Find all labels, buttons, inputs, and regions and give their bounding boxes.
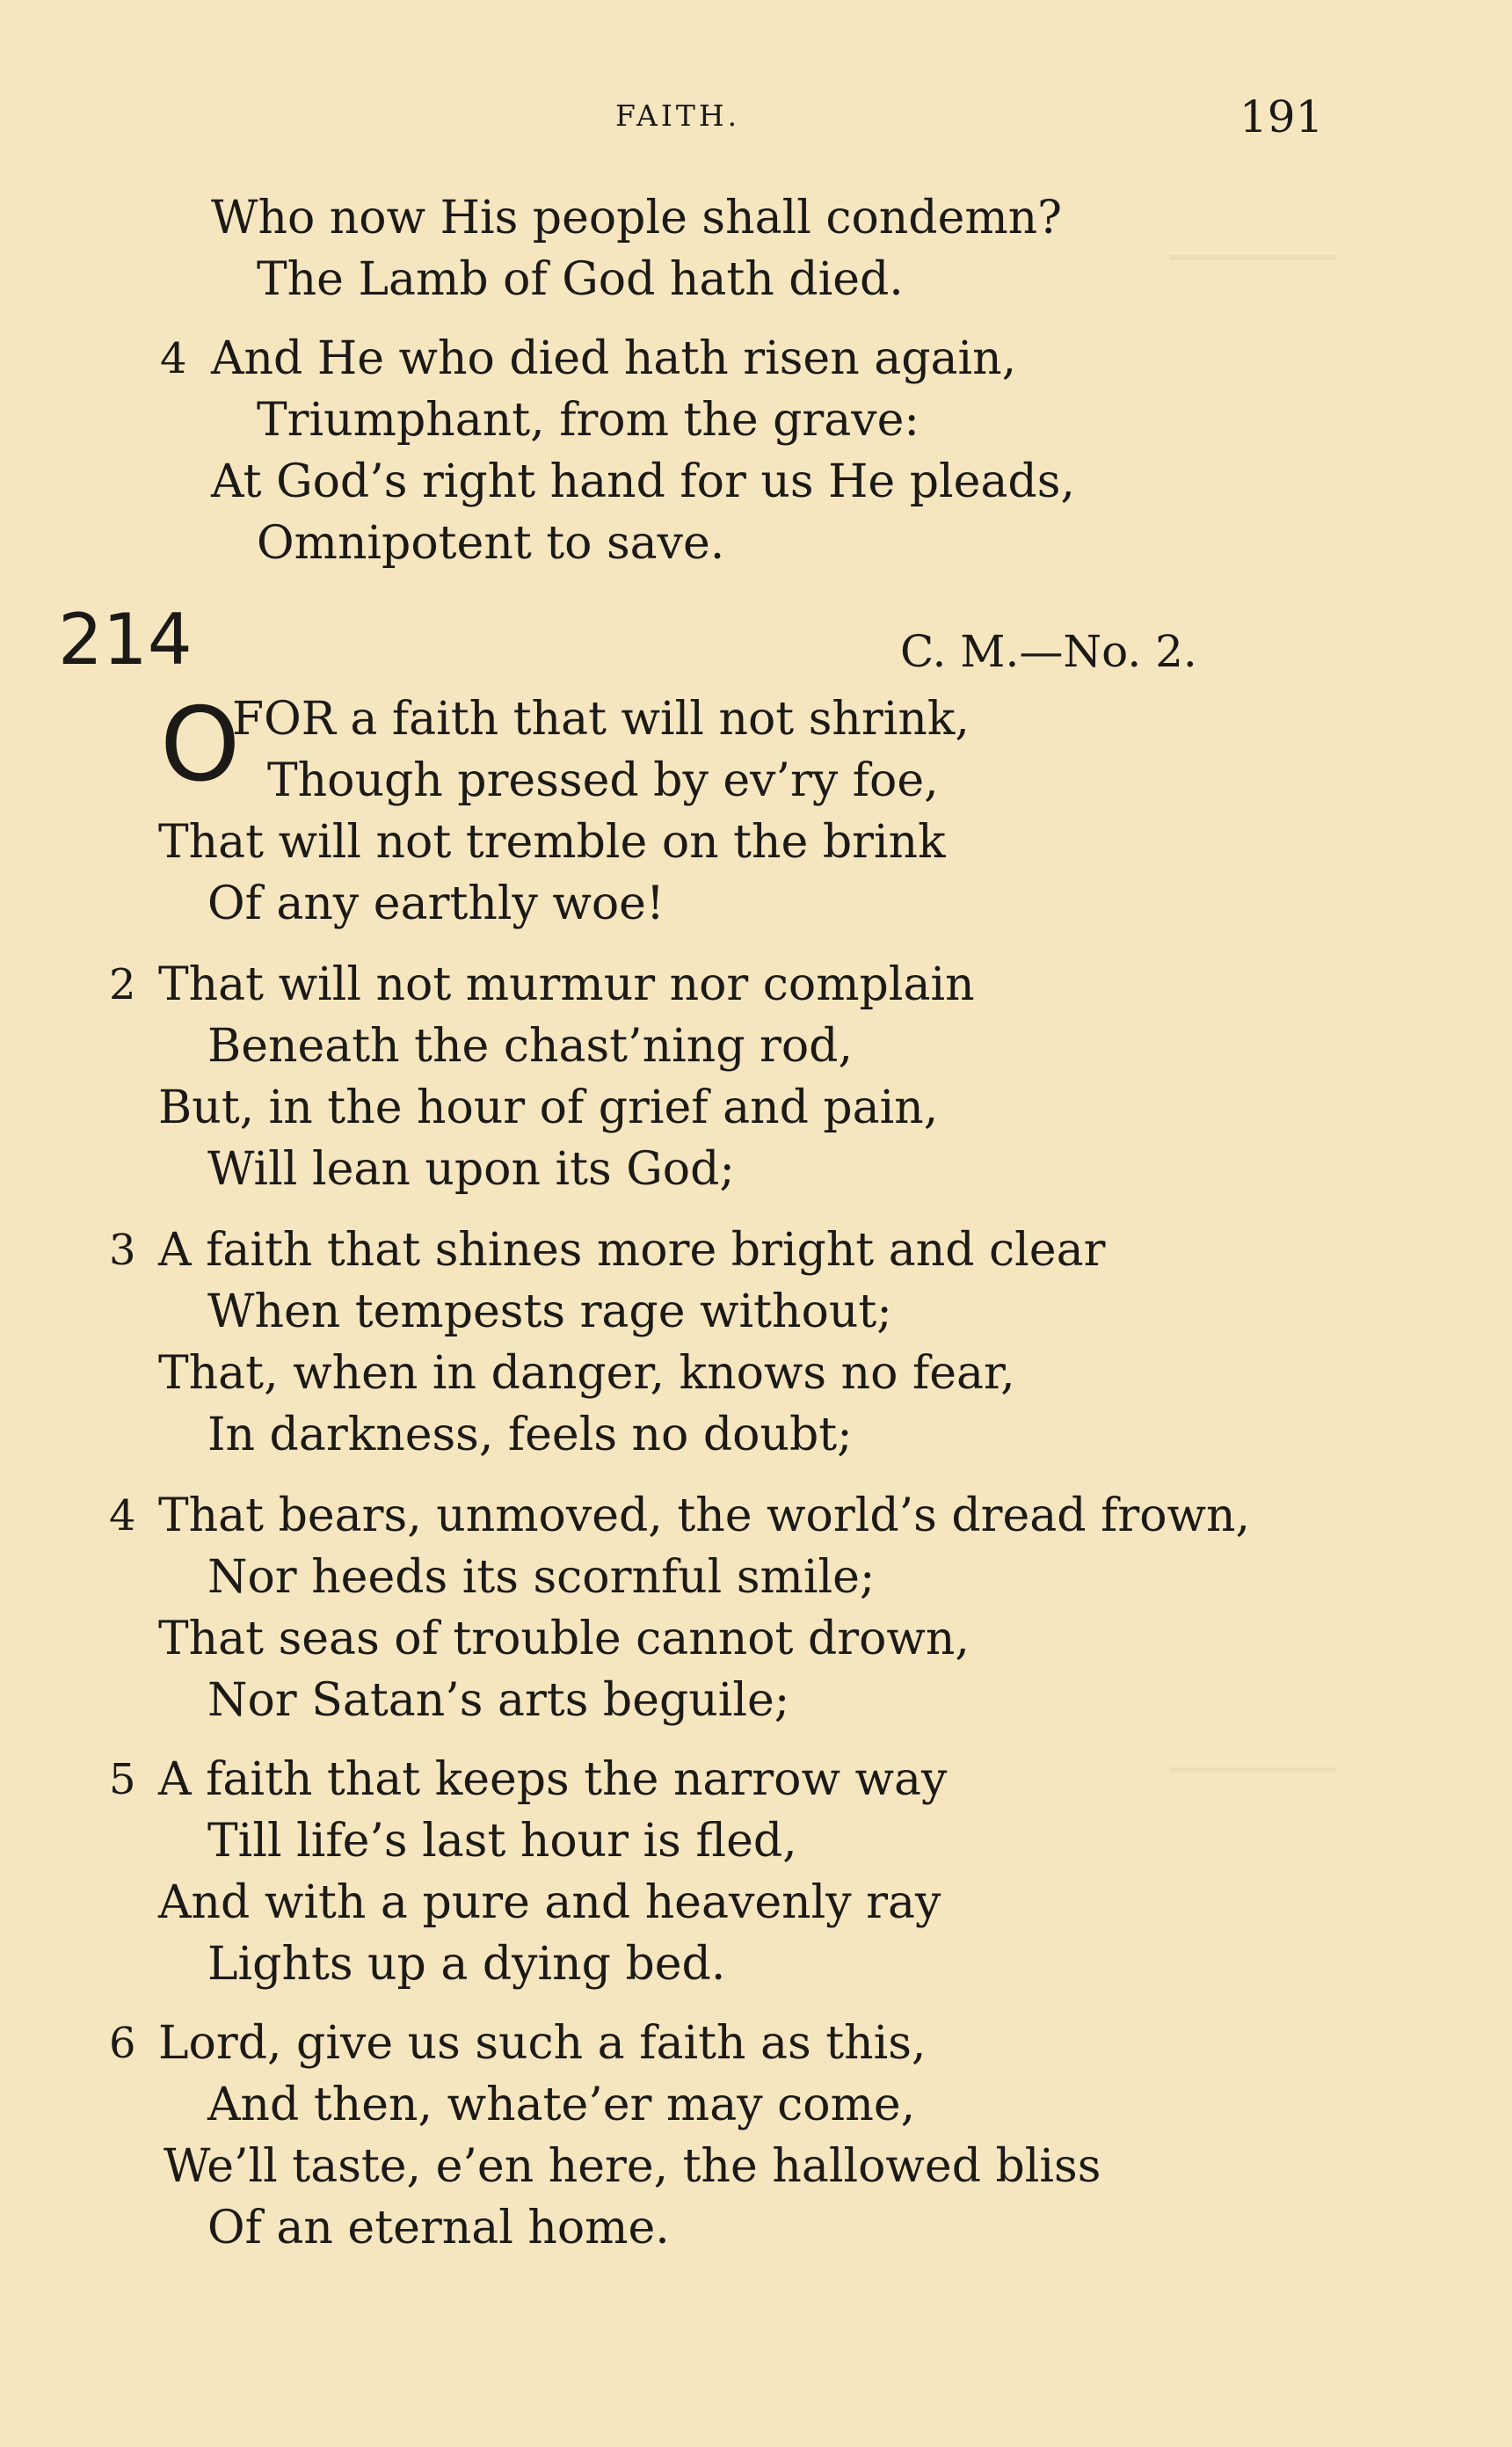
verse-line: That will not murmur nor complain <box>158 958 975 1011</box>
verse-number: 3 <box>109 1226 136 1275</box>
verse-line: Nor Satan’s arts beguile; <box>207 1674 790 1727</box>
verse-line: A faith that shines more bright and clear <box>158 1224 1106 1277</box>
verse-line: Of any earthly woe! <box>207 878 665 930</box>
verse-line: Omnipotent to save. <box>257 517 725 570</box>
verse-line: Triumphant, from the grave: <box>257 394 920 447</box>
verse-line: When tempests rage without; <box>207 1285 892 1338</box>
verse-line: And then, whate’er may come, <box>207 2079 916 2131</box>
verse-line: FOR a faith that will not shrink, <box>232 693 970 746</box>
continuation-line: Who now His people shall condemn? <box>211 192 1063 244</box>
verse-number: 5 <box>109 1755 136 1804</box>
running-title: FAITH. <box>615 98 741 133</box>
verse-line: In darkness, feels no doubt; <box>207 1409 853 1461</box>
verse-number: 6 <box>109 2019 136 2068</box>
verse-line: That, when in danger, knows no fear, <box>158 1347 1015 1400</box>
continuation-line: The Lamb of God hath died. <box>257 253 904 306</box>
verse-line: Beneath the chast’ning rod, <box>207 1020 853 1073</box>
bleed-through-mark <box>1169 255 1336 357</box>
verse-line: Lord, give us such a faith as this, <box>158 2017 927 2070</box>
hymn-number: 214 <box>58 599 193 681</box>
verse-line: And with a pure and heavenly ray <box>158 1876 941 1929</box>
verse-line: Nor heeds its scornful smile; <box>207 1551 876 1604</box>
verse-line: Though pressed by ev’ry foe, <box>267 754 939 807</box>
verse-line: Will lean upon its God; <box>207 1143 735 1196</box>
verse-line: That seas of trouble cannot drown, <box>158 1613 970 1665</box>
drop-cap: O <box>160 686 241 805</box>
verse-line: Of an eternal home. <box>207 2202 670 2254</box>
bleed-through-mark <box>1169 1767 1336 1869</box>
verse-line: And He who died hath risen again, <box>211 332 1017 385</box>
verse-line: Lights up a dying bed. <box>207 1938 726 1991</box>
verse-line: That bears, unmoved, the world’s dread frown, <box>158 1489 1251 1542</box>
verse-line: We’ll taste, e’en here, the hallowed bliss <box>164 2140 1101 2193</box>
verse-number: 2 <box>109 960 136 1009</box>
verse-line: But, in the hour of grief and pain, <box>158 1081 939 1134</box>
verse-line: That will not tremble on the brink <box>158 816 946 869</box>
verse-line: A faith that keeps the narrow way <box>158 1753 948 1806</box>
page-number: 191 <box>1239 91 1324 142</box>
verse-number: 4 <box>109 1491 136 1540</box>
verse-line: Till life’s last hour is fled, <box>207 1815 797 1868</box>
hymn-meter: C. M.—No. 2. <box>900 626 1197 677</box>
verse-number: 4 <box>160 334 187 383</box>
verse-line: At God’s right hand for us He pleads, <box>211 455 1075 508</box>
